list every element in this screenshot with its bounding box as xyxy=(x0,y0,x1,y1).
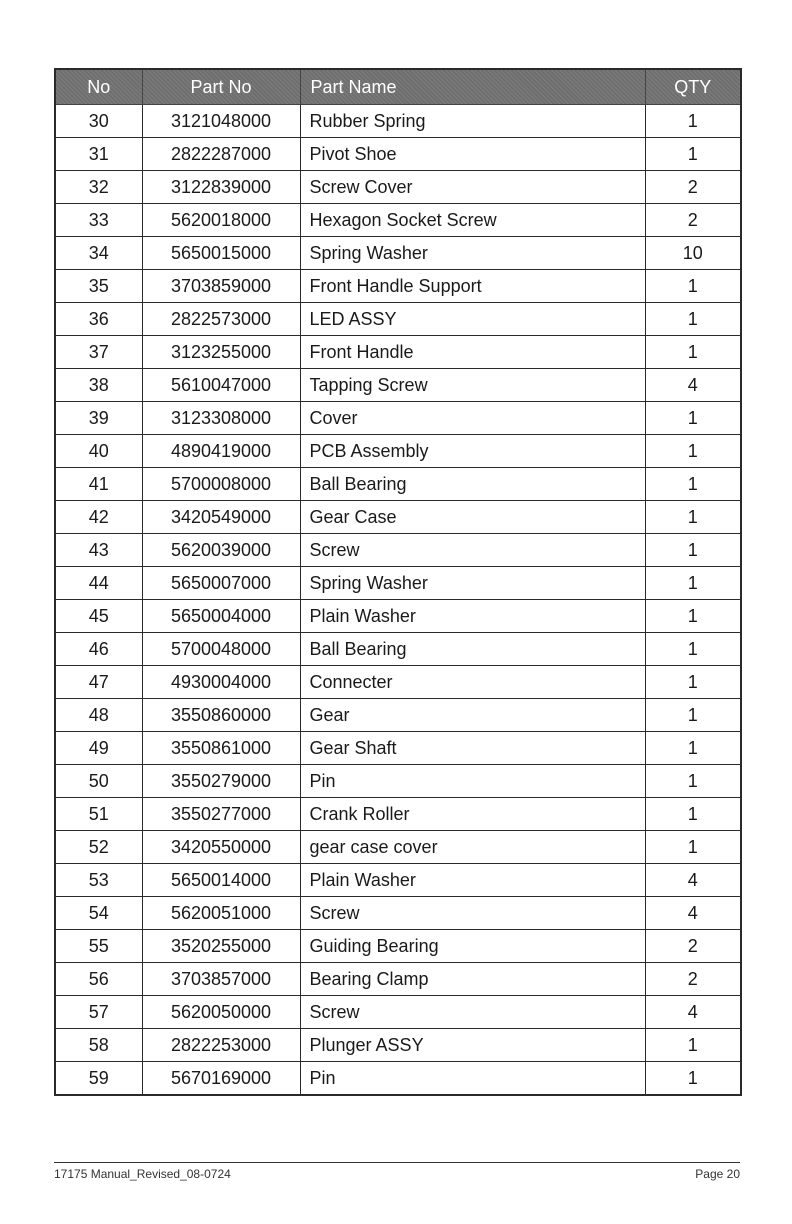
cell-qty: 2 xyxy=(645,963,741,996)
table-row xyxy=(55,798,741,831)
table-header xyxy=(55,69,741,105)
cell-no: 38 xyxy=(55,369,142,402)
cell-part-name: Ball Bearing xyxy=(300,633,645,666)
cell-part-no: 3550861000 xyxy=(142,732,300,765)
cell-part-name: Spring Washer xyxy=(300,567,645,600)
cell-qty: 4 xyxy=(645,897,741,930)
cell-no: 49 xyxy=(55,732,142,765)
cell-qty: 1 xyxy=(645,600,741,633)
cell-part-name: LED ASSY xyxy=(300,303,645,336)
cell-part-name: Cover xyxy=(300,402,645,435)
cell-qty: 1 xyxy=(645,798,741,831)
cell-no: 45 xyxy=(55,600,142,633)
table-row xyxy=(55,237,741,270)
cell-no: 40 xyxy=(55,435,142,468)
cell-part-no: 5650015000 xyxy=(142,237,300,270)
cell-part-no: 3420549000 xyxy=(142,501,300,534)
cell-part-name: Bearing Clamp xyxy=(300,963,645,996)
cell-part-no: 5700008000 xyxy=(142,468,300,501)
table-row xyxy=(55,402,741,435)
cell-part-name: Screw xyxy=(300,897,645,930)
cell-part-name: Screw Cover xyxy=(300,171,645,204)
cell-part-name: Spring Washer xyxy=(300,237,645,270)
cell-part-no: 3122839000 xyxy=(142,171,300,204)
header-part-no: Part No xyxy=(142,69,300,105)
header-part-name: Part Name xyxy=(300,69,645,105)
cell-no: 41 xyxy=(55,468,142,501)
cell-part-name: Pin xyxy=(300,765,645,798)
table-row xyxy=(55,732,741,765)
cell-qty: 1 xyxy=(645,732,741,765)
cell-qty: 1 xyxy=(645,567,741,600)
table-row xyxy=(55,270,741,303)
table-row xyxy=(55,1062,741,1096)
cell-no: 50 xyxy=(55,765,142,798)
cell-part-name: Front Handle Support xyxy=(300,270,645,303)
footer-page-number: Page 20 xyxy=(695,1167,740,1181)
table-body xyxy=(55,105,741,1096)
cell-qty: 4 xyxy=(645,996,741,1029)
cell-part-no: 3123255000 xyxy=(142,336,300,369)
cell-part-name: Pivot Shoe xyxy=(300,138,645,171)
parts-table xyxy=(54,68,742,1096)
table-row xyxy=(55,138,741,171)
cell-part-no: 5610047000 xyxy=(142,369,300,402)
cell-part-no: 2822573000 xyxy=(142,303,300,336)
cell-no: 59 xyxy=(55,1062,142,1096)
cell-qty: 1 xyxy=(645,666,741,699)
cell-part-name: Crank Roller xyxy=(300,798,645,831)
cell-part-no: 5650004000 xyxy=(142,600,300,633)
cell-part-no: 5670169000 xyxy=(142,1062,300,1096)
cell-qty: 1 xyxy=(645,336,741,369)
table-row xyxy=(55,303,741,336)
cell-qty: 1 xyxy=(645,534,741,567)
cell-part-no: 5620051000 xyxy=(142,897,300,930)
table-row xyxy=(55,765,741,798)
cell-qty: 1 xyxy=(645,831,741,864)
cell-no: 32 xyxy=(55,171,142,204)
cell-part-name: Gear Case xyxy=(300,501,645,534)
footer-document-id: 17175 Manual_Revised_08-0724 xyxy=(54,1167,231,1181)
cell-no: 46 xyxy=(55,633,142,666)
table-row xyxy=(55,468,741,501)
table-row xyxy=(55,171,741,204)
cell-no: 58 xyxy=(55,1029,142,1062)
table-row xyxy=(55,336,741,369)
cell-no: 37 xyxy=(55,336,142,369)
cell-qty: 1 xyxy=(645,105,741,138)
cell-qty: 1 xyxy=(645,303,741,336)
cell-part-name: Gear Shaft xyxy=(300,732,645,765)
cell-qty: 4 xyxy=(645,864,741,897)
cell-part-no: 2822287000 xyxy=(142,138,300,171)
cell-no: 30 xyxy=(55,105,142,138)
cell-part-no: 4890419000 xyxy=(142,435,300,468)
cell-qty: 2 xyxy=(645,204,741,237)
cell-part-name: Connecter xyxy=(300,666,645,699)
table-row xyxy=(55,204,741,237)
cell-qty: 1 xyxy=(645,435,741,468)
cell-no: 54 xyxy=(55,897,142,930)
cell-no: 52 xyxy=(55,831,142,864)
cell-no: 34 xyxy=(55,237,142,270)
cell-part-name: PCB Assembly xyxy=(300,435,645,468)
table-row xyxy=(55,600,741,633)
cell-part-no: 5620018000 xyxy=(142,204,300,237)
cell-no: 51 xyxy=(55,798,142,831)
cell-no: 47 xyxy=(55,666,142,699)
cell-no: 36 xyxy=(55,303,142,336)
cell-qty: 2 xyxy=(645,930,741,963)
table-row xyxy=(55,369,741,402)
footer-divider xyxy=(54,1162,740,1163)
table-row xyxy=(55,963,741,996)
cell-part-no: 3123308000 xyxy=(142,402,300,435)
cell-part-no: 3703859000 xyxy=(142,270,300,303)
table-row xyxy=(55,666,741,699)
cell-no: 35 xyxy=(55,270,142,303)
table-row xyxy=(55,435,741,468)
table-row xyxy=(55,897,741,930)
header-row xyxy=(55,69,741,105)
table-row xyxy=(55,534,741,567)
cell-part-name: Plunger ASSY xyxy=(300,1029,645,1062)
table-row xyxy=(55,930,741,963)
table-row xyxy=(55,633,741,666)
cell-part-no: 3550277000 xyxy=(142,798,300,831)
cell-qty: 1 xyxy=(645,633,741,666)
cell-part-name: Ball Bearing xyxy=(300,468,645,501)
cell-part-name: gear case cover xyxy=(300,831,645,864)
cell-part-name: Screw xyxy=(300,996,645,1029)
cell-part-no: 5650014000 xyxy=(142,864,300,897)
cell-no: 31 xyxy=(55,138,142,171)
cell-no: 57 xyxy=(55,996,142,1029)
cell-part-name: Screw xyxy=(300,534,645,567)
cell-part-no: 2822253000 xyxy=(142,1029,300,1062)
cell-qty: 1 xyxy=(645,501,741,534)
table-row xyxy=(55,1029,741,1062)
cell-qty: 1 xyxy=(645,402,741,435)
cell-no: 39 xyxy=(55,402,142,435)
cell-part-no: 4930004000 xyxy=(142,666,300,699)
cell-part-no: 3550860000 xyxy=(142,699,300,732)
cell-part-no: 3550279000 xyxy=(142,765,300,798)
cell-part-no: 5700048000 xyxy=(142,633,300,666)
table-row xyxy=(55,864,741,897)
table-row xyxy=(55,105,741,138)
header-no: No xyxy=(55,69,142,105)
cell-part-no: 5650007000 xyxy=(142,567,300,600)
table-row xyxy=(55,501,741,534)
cell-qty: 1 xyxy=(645,1029,741,1062)
table-row xyxy=(55,996,741,1029)
cell-part-no: 3420550000 xyxy=(142,831,300,864)
cell-no: 55 xyxy=(55,930,142,963)
cell-part-name: Pin xyxy=(300,1062,645,1096)
cell-qty: 1 xyxy=(645,270,741,303)
cell-no: 56 xyxy=(55,963,142,996)
table-row xyxy=(55,699,741,732)
cell-part-no: 3703857000 xyxy=(142,963,300,996)
cell-part-name: Hexagon Socket Screw xyxy=(300,204,645,237)
cell-part-no: 5620050000 xyxy=(142,996,300,1029)
table-row xyxy=(55,831,741,864)
cell-part-name: Plain Washer xyxy=(300,864,645,897)
cell-part-no: 3121048000 xyxy=(142,105,300,138)
cell-no: 42 xyxy=(55,501,142,534)
cell-no: 43 xyxy=(55,534,142,567)
cell-qty: 10 xyxy=(645,237,741,270)
cell-part-name: Gear xyxy=(300,699,645,732)
cell-part-name: Plain Washer xyxy=(300,600,645,633)
cell-part-name: Guiding Bearing xyxy=(300,930,645,963)
cell-part-name: Front Handle xyxy=(300,336,645,369)
table-row xyxy=(55,567,741,600)
cell-qty: 1 xyxy=(645,468,741,501)
header-qty: QTY xyxy=(645,69,741,105)
cell-no: 44 xyxy=(55,567,142,600)
cell-part-name: Rubber Spring xyxy=(300,105,645,138)
cell-qty: 1 xyxy=(645,1062,741,1096)
cell-part-name: Tapping Screw xyxy=(300,369,645,402)
cell-qty: 4 xyxy=(645,369,741,402)
cell-qty: 1 xyxy=(645,699,741,732)
cell-no: 33 xyxy=(55,204,142,237)
cell-no: 53 xyxy=(55,864,142,897)
cell-qty: 2 xyxy=(645,171,741,204)
cell-no: 48 xyxy=(55,699,142,732)
cell-qty: 1 xyxy=(645,765,741,798)
cell-qty: 1 xyxy=(645,138,741,171)
cell-part-no: 3520255000 xyxy=(142,930,300,963)
cell-part-no: 5620039000 xyxy=(142,534,300,567)
